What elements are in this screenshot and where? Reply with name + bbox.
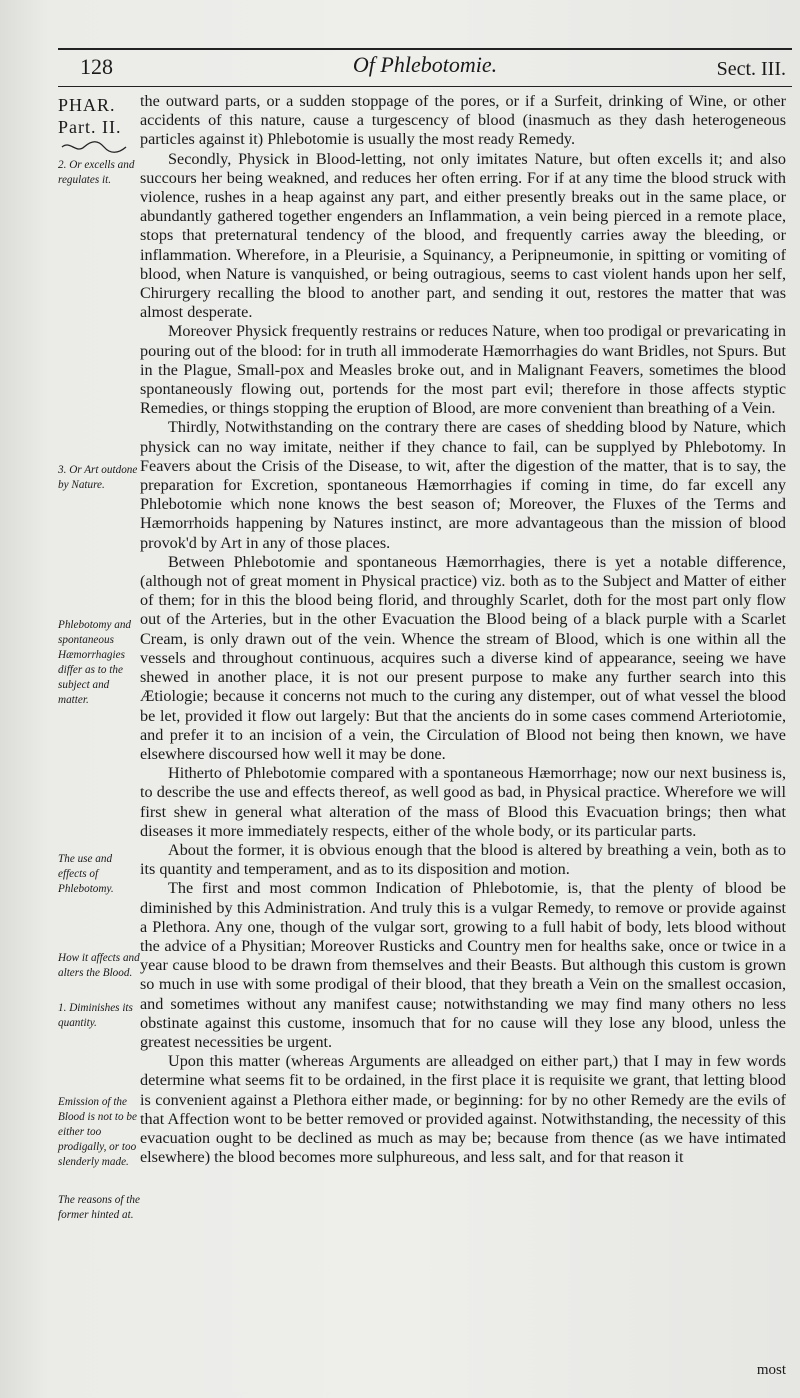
- marginal-note: How it affects and alters the Blood.: [58, 952, 140, 979]
- paragraph: Secondly, Physick in Blood-letting, not only imitates Nature, but often excells it; and also succours her being weakned, and reduces her often erring. For if at any time the blood struck with violence, rushes in a heap against any part, and either presently breaks out in the same place, or abundantly gathered together engenders an Inflammation, a vein being pierced in a remote place, stops that preternatural tendency of the blood, and frequently carries away the bleeding, or inflammation. Wherefore, in a Pleurisie, a Squinancy, a Peripneumonie, in spitting or vomiting of blood, when Nature is vanquished, or being outragious, seems to cast violent hands upon her self, Chirurgery recalling the blood to another part, and sending it out, restores the matter that was almost desperate.: [140, 149, 786, 322]
- part-label-line: Part. II.: [58, 117, 122, 137]
- paragraph: Hitherto of Phlebotomie compared with a spontaneous Hæmorrhage; now our next business is, to describe the use and effects thereof, as well good as bad, in Physical practice. Wherefore we will first shew in general what alteration of the mass of Blood this Evacuation brings; then what diseases it more immediately respects, either of the whole body, or its particular parts.: [140, 764, 786, 840]
- marginal-note: 3. Or Art outdone by Nature.: [58, 464, 138, 491]
- part-label: [58, 94, 132, 138]
- flourish-ornament: [60, 140, 128, 154]
- marginal-note: Phlebotomy and spontaneous Hæmorrhagies differ as to the subject and matter.: [58, 619, 132, 706]
- paragraph: Moreover Physick frequently restrains or reduces Nature, when too prodigal or prevaricating in pouring out of the blood: for in truth all immoderate Hæmorrhagies do want Bridles, not Spurs. But in the Plague, Small-pox and Measles broke out, and in Malignant Feavers, sometimes the blood spontaneously flowing out, portends for the most part evil; therefore in those affects styptic Remedies, or things stopping the eruption of Blood, are more convenient than breathing of a Vein.: [140, 322, 786, 418]
- catchword: most: [756, 1362, 786, 1378]
- paragraph: The first and most common Indication of Phlebotomie, is, that the plenty of blood be diminished by this Administration. And truly this is a vulgar Remedy, to remove or provide against a Plethora. Any one, though of the vulgar sort, growing to a full habit of body, lets blood without the advice of a Physitian; Moreover Rusticks and Country men for healths sake, once or twice in a year cause blood to be drawn from themselves and their Beasts. But although this custom is grown so much in use with some prodigal of their blood, that they breath a Vein on the smallest occasion, and sometimes without any manifest cause; notwithstanding we may find many others no less obstinate against this custome, insomuch that for no cause will they lose any blood, unless the greatest necessities be urgent.: [140, 879, 786, 1051]
- paragraph: the outward parts, or a sudden stoppage of the pores, or if a Surfeit, drinking of Wine, or other accidents of this nature, cause a turgescency of blood (inasmuch as they dash heterogeneous particles against it) Phlebotomie is usually the most ready Remedy.: [140, 92, 786, 149]
- paragraph: About the former, it is obvious enough that the blood is altered by breathing a vein, both as to its quantity and temperament, and as to its disposition and motion.: [140, 840, 786, 879]
- paragraph: Between Phlebotomie and spontaneous Hæmorrhagies, there is yet a notable difference, (although not of great moment in Physical practice) viz. both as to the Subject and Matter of either of them; for in this the blood being florid, and throughly Scarlet, doth for the most part only flow out of the Arteries, but in the other Evacuation the Blood being of a black purple with a Scarlet Cream, is only drawn out of the vein. Whence the stream of Blood, which is one within all the vessels and throughout continuous, acquires such a diverse kind of appearance, seeing we have shewed in another place, it is not our present purpose to make any further search into this Ætiologie; because it concerns not much to the curing any distemper, out of what vessel the blood be let, provided it flow out largely: But that the ancients do in some cases commend Arteriotomie, and prefer it to an incision of a vein, the Circulation of Blood not being then known, we have elsewhere discoursed how well it may be done.: [140, 552, 786, 763]
- body-text: [140, 92, 786, 1167]
- paragraph: Upon this matter (whereas Arguments are alleadged on either part,) that I may in few words determine what seems fit to be ordained, in the first place it is requisite we grant, that letting blood is convenient against a Plethora either made, or beginning: for by no other Remedy are the evils of that Affection wont to be better removed or provided against. Notwithstanding, the necessity of this evacuation ought to be declined as much as may be; because from thence (as we have intimated elsewhere) the blood becomes more sulphureous, and less salt, and for that reason it: [140, 1052, 786, 1167]
- marginal-note: The use and effects of Phlebotomy.: [58, 853, 114, 895]
- running-head: [58, 52, 792, 87]
- running-title: Of Phlebotomie.: [352, 52, 498, 77]
- marginal-note: Emission of the Blood is not to be either too prodigally, or too slenderly made.: [58, 1096, 137, 1168]
- part-label-line: PHAR.: [58, 95, 116, 115]
- top-rule: [58, 48, 792, 50]
- paragraph: Thirdly, Notwithstanding on the contrary there are cases of shedding blood by Nature, which physick can no way imitate, neither if they chance to fail, can be supplyed by Phlebotomy. In Feavers about the Crisis of the Disease, to wit, after the digestion of the matter, that is to say, the preparation for Excretion, spontaneous Hæmorrhagies if coming in time, do far excell any Phlebotomie which none knows the best season of; Moreover, the Fluxes of the Terms and Hæmorrhoids happening by Natures instinct, are more advantageous than the mission of blood provok'd by Art in any of those places.: [140, 418, 786, 552]
- marginal-note: 2. Or excells and regulates it.: [58, 159, 135, 186]
- marginal-note: 1. Diminishes its quantity.: [58, 1002, 133, 1029]
- marginal-note: The reasons of the former hinted at.: [58, 1194, 140, 1221]
- page-number: 128: [80, 54, 113, 79]
- section-label: Sect. III.: [716, 58, 786, 80]
